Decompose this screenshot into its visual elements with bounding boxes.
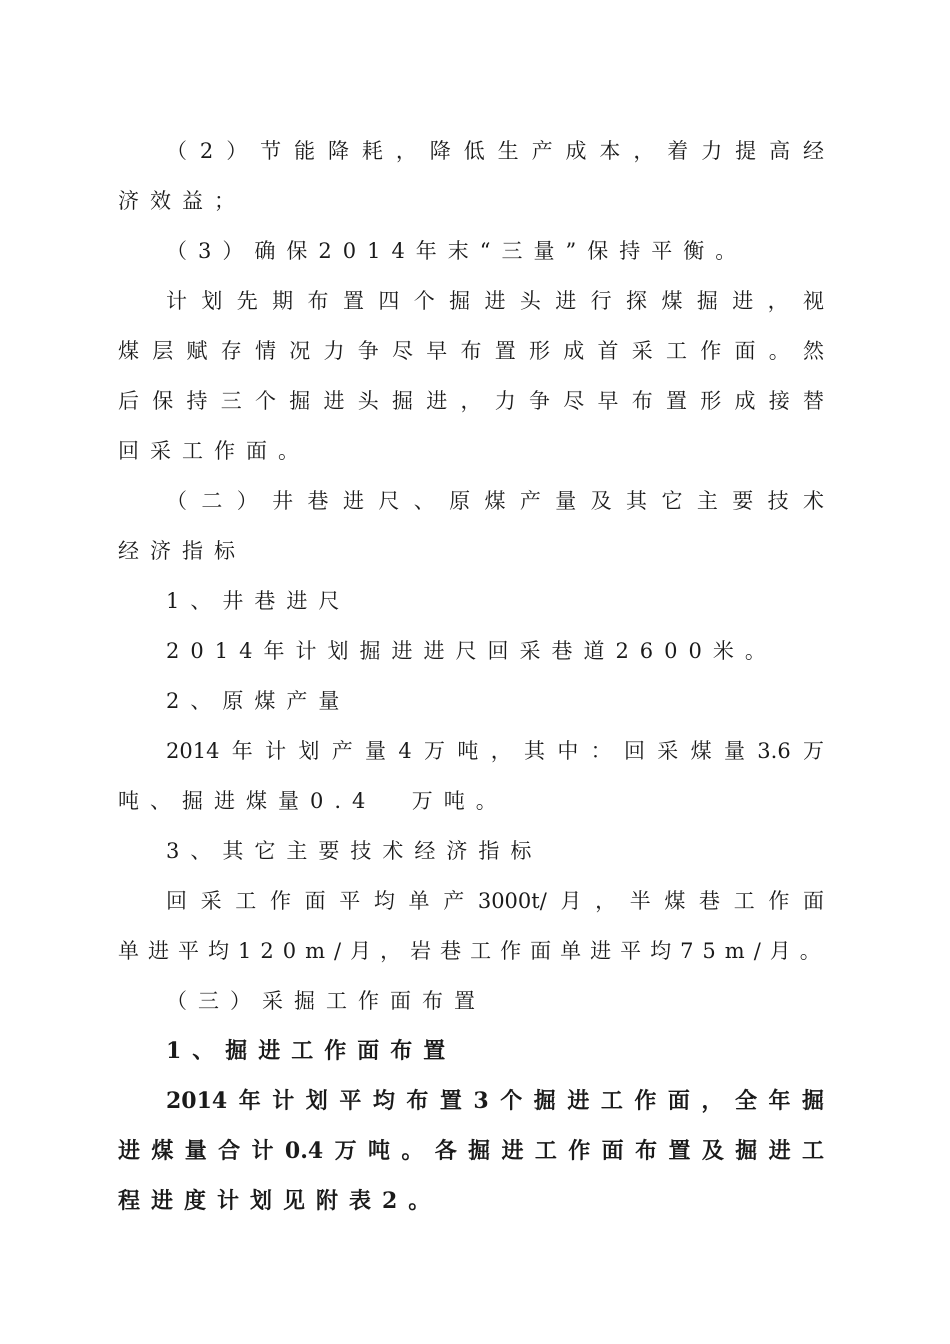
paragraph-line: 后保持三个掘进头掘进，力争尽早布置形成接替 (118, 389, 824, 413)
paragraph-line: 煤层赋存情况力争尽早布置形成首采工作面。然 (118, 339, 824, 363)
section-heading: （三）采掘工作面布置 (166, 989, 486, 1013)
subsection-heading: 3、其它主要技术经济指标 (166, 839, 543, 863)
paragraph-line: （3）确保2014年末“三量”保持平衡。 (166, 239, 748, 263)
paragraph-line: 2014年计划掘进进尺回采巷道2600米。 (166, 639, 777, 663)
paragraph-line: （2）节能降耗，降低生产成本，着力提高经 (166, 139, 824, 163)
section-heading: 经济指标 (118, 539, 246, 563)
paragraph-line: 吨、掘进煤量0.4 万吨。 (118, 789, 508, 813)
subsection-heading: 2、原煤产量 (166, 689, 351, 713)
paragraph-line: 2014年计划平均布置3个掘进工作面，全年掘 (166, 1088, 824, 1114)
paragraph-line: 进煤量合计0.4万吨。各掘进工作面布置及掘进工 (118, 1138, 824, 1164)
subsection-heading: 1、掘进工作面布置 (166, 1038, 457, 1064)
paragraph-line: 单进平均120m/月，岩巷工作面单进平均75m/月。 (118, 939, 830, 963)
paragraph-line: 计划先期布置四个掘进头进行探煤掘进，视 (166, 289, 824, 313)
paragraph-line: 程进度计划见附表2。 (118, 1188, 442, 1214)
paragraph-line: 济效益； (118, 189, 246, 213)
section-heading: （二）井巷进尺、原煤产量及其它主要技术 (166, 489, 824, 513)
paragraph-line: 回采工作面。 (118, 439, 310, 463)
subsection-heading: 1、井巷进尺 (166, 589, 351, 613)
paragraph-line: 回采工作面平均单产3000t/月，半煤巷工作面 (166, 889, 824, 913)
paragraph-line: 2014年计划产量4万吨，其中：回采煤量3.6万 (166, 739, 824, 763)
